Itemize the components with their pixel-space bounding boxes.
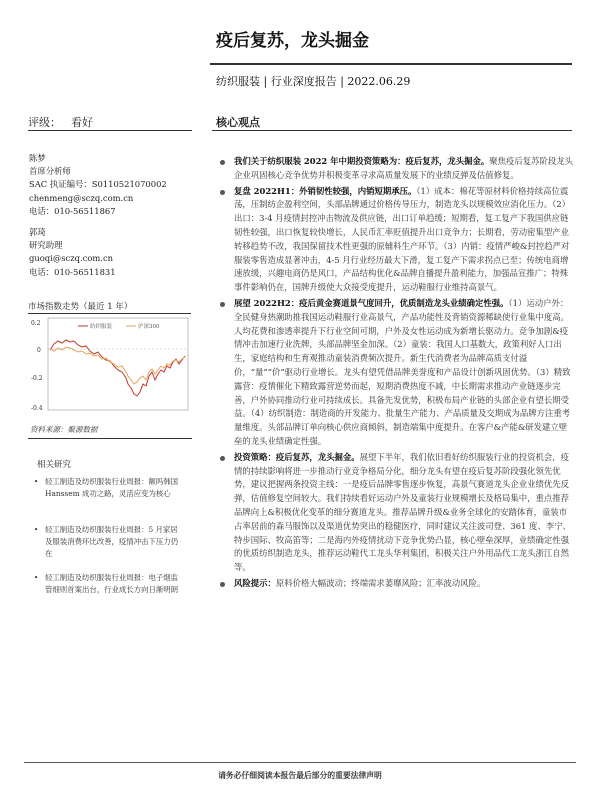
core-view-item bbox=[218, 451, 574, 575]
chart-source: 资料来源：聚源数据 bbox=[30, 425, 98, 434]
legend-csi300: 沪深300 bbox=[138, 324, 160, 330]
related-divider bbox=[28, 438, 192, 439]
report-subtitle: 纺织服装 | 行业深度报告 | 2022.06.29 bbox=[216, 75, 411, 88]
core-view-text: （1）成本：棉花等原材料价格持续高位震荡，压制纺企盈利空间，头部品牌通过价格传导压力，制造龙头以规模效应消化压力。（2）出口：3-4 月疫情封控冲击物流及供应链，出口订单趋缓；短期看，复工复产下我国供应链韧性较强，出口恢复较快增长，人民币汇率贬值提升出口竞争力；长期看，劳动密集型产业转移趋势不改，我国保留技术性更强的原辅料生产环节。（3）内销：疫情严峻&封控趋严对服装零售造成显著冲击，4-5 月行业经历最大下滑，复工复产下需求拐点已至；传统电商增速放缓，兴趣电商仍是风口，产品结构优化&品牌自播提升盈利能力，加强品宣推广；特殊事件影响仍在，国牌升级使大众接受度提升，运动鞋服行业维持高景气。 bbox=[234, 185, 571, 293]
chart-svg bbox=[28, 314, 191, 420]
analyst-name: 郭琦 bbox=[29, 227, 46, 237]
y-tick-label: -0.2 bbox=[31, 375, 43, 382]
rating-divider bbox=[28, 130, 192, 131]
core-view-text: 展望下半年，我们依旧看好纺织服装行业的投资机会，疫情的持续影响将进一步推动行业竞争格局分化，细分龙头有望在疫后复苏阶段强化领先优势，建议把握两条投资主线：一是疫后品牌零售逐步恢复，高景气赛道龙头企业业绩优先反弹，估值修复空间较大。我们持续看好运动户外及童装行业规模增长及格局集中，重点推荐品牌向上&积极优化变革的细分赛道龙头。推荐品牌升级&业务全球化的安踏体育，童装市占率居前的森马服饰以及渠道优势突出的稳健医疗，同时建议关注波司登、361 度、李宁、特步国际、牧高笛等；二是海内外疫情扰动下竞争优势凸显，核心壁垒深厚，业绩确定性强的优质纺织制造龙头，推荐运动鞋代工龙头华利集团，积极关注户外用品代工龙头浙江自然等。 bbox=[234, 451, 571, 573]
related-item[interactable]: • 轻工制造及纺织服装行业周报：5 月家居及服装消费环比改善，疫情冲击下压力仍在 bbox=[34, 524, 184, 560]
core-views-list bbox=[218, 155, 574, 593]
analyst-email[interactable]: chenmeng@sczq.com.cn bbox=[29, 192, 134, 203]
analyst-cert: SAC 执证编号：S0110521070002 bbox=[29, 179, 167, 190]
core-view-lead: 投资策略：疫后复苏，龙头掘金。 bbox=[234, 451, 360, 462]
core-view-text: 聚焦疫后复苏阶段龙头企业巩固核心竞争优势并积极变革寻求高质量发展下的业绩反弹及估值修复。 bbox=[234, 156, 574, 180]
analyst-name: 陈梦 bbox=[29, 153, 46, 163]
related-item-text[interactable]: 轻工制造及纺织服装行业周报：5 月家居及服装消费环比改善，疫情冲击下压力仍在 bbox=[45, 525, 179, 558]
analyst-role: 研究助理 bbox=[29, 240, 63, 251]
analyst-email[interactable]: guoqi@sczq.com.cn bbox=[29, 253, 114, 264]
related-title: 相关研究 bbox=[37, 460, 72, 470]
related-item[interactable]: • 轻工制造及纺织服装行业周报：额吗韩国 Hanssem 成功之路，灵活应变为核心 bbox=[34, 476, 184, 500]
related-item-text[interactable]: 轻工制造及纺织服装行业周报：电子烟监管细则首案出台，行业成长方向日渐明朗 bbox=[45, 573, 179, 594]
analyst-phone: 电话：010-56511831 bbox=[29, 266, 116, 277]
rating-value: 看好 bbox=[71, 116, 93, 129]
related-item-text[interactable]: 轻工制造及纺织服装行业周报：额吗韩国 Hanssem 成功之路，灵活应变为核心 bbox=[45, 477, 179, 498]
related-item[interactable]: • 轻工制造及纺织服装行业周报：电子烟监管细则首案出台，行业成长方向日渐明朗 bbox=[34, 572, 184, 596]
analyst-phone: 电话：010-56511867 bbox=[29, 205, 116, 216]
bullet-icon bbox=[220, 456, 225, 461]
core-view-item bbox=[218, 577, 574, 591]
analyst-block-2 bbox=[29, 226, 116, 279]
header-divider bbox=[210, 63, 572, 65]
core-view-lead: 复盘 2022H1：外销韧性较强，内销短期承压。 bbox=[234, 185, 417, 196]
bullet-icon bbox=[220, 160, 225, 165]
rating-label: 评级： bbox=[28, 116, 61, 129]
footer-divider bbox=[24, 762, 576, 763]
core-view-text: （1）运动户外：全民健身热潮助推我国运动鞋服行业高景气，产品功能性及背销资源稀缺使行业集中度高。人均花费和渗透率提升下行业空间可期，户外及女性运动成为新增长驱动力。竞争加剧&疫情冲击加速行业洗牌，头部品牌坚金加深。（2）童装：我国人口基数大，政策利好人口出生，家庭结构和生育观推动童装消费频次提升。新生代消费者为品牌高质支付溢价，“量”“价”驱动行业增长。龙头有望凭借品牌美誉度和产品设计创新巩固优势。（3）精致露营：疫情催化下精致露营逆势而起，短期消费热度不减，中长期需求推动产业链逐步完善，户外协同推动行业可持续成长。具备先发优势，积极布局产业链的头部企业有望长期受益。（4）纺织制造：制造商的开发能力、批量生产能力、产品质量及交期成为品牌方注重考量维度。头部品牌订单向核心供应商倾斜，制造端集中度提升。在客户&产能&研发建立壁垒的龙头业绩确定性强。 bbox=[234, 297, 571, 446]
report-title: 疫后复苏，龙头掘金 bbox=[216, 31, 369, 51]
legal-disclaimer: 请务必仔细阅读本报告最后部分的重要法律声明 bbox=[218, 771, 382, 780]
analyst-block-1 bbox=[29, 152, 167, 218]
chart-title: 市场指数走势（最近 1 年） bbox=[28, 302, 133, 312]
rating bbox=[28, 114, 93, 130]
bullet-icon bbox=[220, 302, 225, 307]
series-line-csi300 bbox=[50, 347, 185, 384]
market-index-chart bbox=[28, 313, 191, 419]
core-view-item bbox=[218, 155, 574, 183]
bullet-icon bbox=[220, 190, 225, 195]
analyst-role: 首席分析师 bbox=[29, 166, 71, 177]
core-view-lead: 展望 2022H2：疫后黄金赛道景气度回升，优质制造龙头业绩确定性强。 bbox=[234, 297, 509, 308]
y-tick-label: -0.4 bbox=[31, 405, 43, 412]
core-view-lead: 我们关于纺织服装 2022 年中期投资策略为：疫后复苏，龙头掘金。 bbox=[234, 156, 490, 166]
y-tick-label: 0.2 bbox=[31, 320, 41, 327]
core-view-item bbox=[218, 185, 574, 295]
core-divider bbox=[212, 130, 572, 131]
bullet-icon bbox=[220, 582, 225, 587]
core-view-text: 原料价格大幅波动；终端需求萎靡风险；汇率波动风险。 bbox=[275, 577, 486, 588]
legend-textile: 纺织服装 bbox=[90, 324, 113, 330]
core-views-title: 核心观点 bbox=[216, 116, 260, 129]
core-view-lead: 风险提示： bbox=[234, 577, 276, 588]
core-view-item bbox=[218, 297, 574, 449]
y-tick-label: 0 bbox=[37, 347, 41, 354]
